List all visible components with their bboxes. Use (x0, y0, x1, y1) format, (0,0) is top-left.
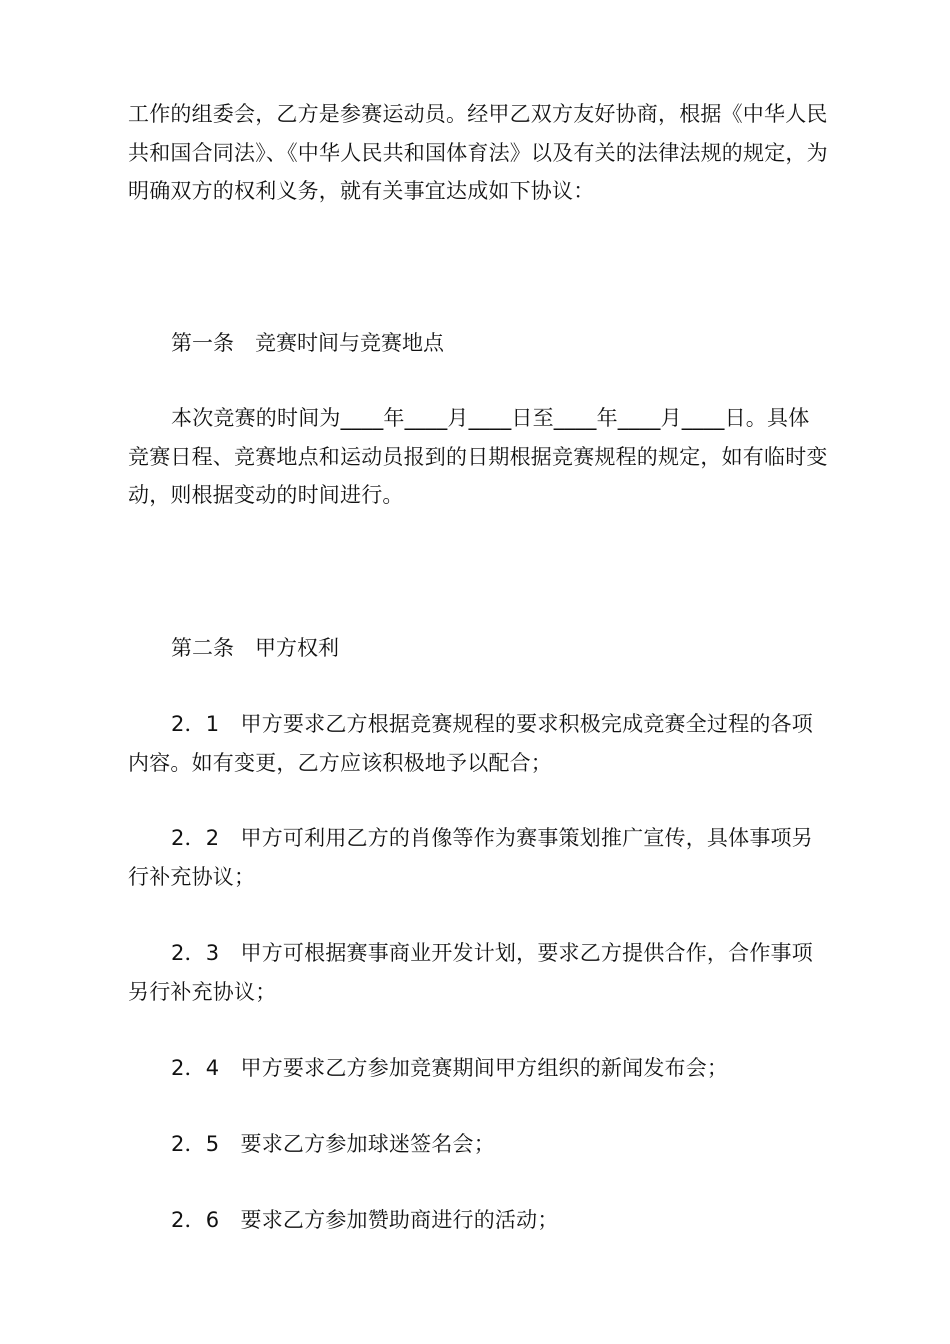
intro-paragraph: 工作的组委会，乙方是参赛运动员。经甲乙双方友好协商，根据《中华人民共和国合同法》、《中华人民共和国体育法》以及有关的法律法规的规定，为明确双方的权利义务，就有关事宜达成如下协议： (128, 102, 828, 203)
clause-2-3: 2．3 甲方可根据赛事商业开发计划，要求乙方提供合作，合作事项另行补充协议； (128, 941, 813, 1004)
clause-2-1: 2．1 甲方要求乙方根据竞赛规程的要求积极完成竞赛全过程的各项内容。如有变更，乙方应该积极地予以配合； (128, 712, 813, 775)
clause-2-5: 2．5 要求乙方参加球迷签名会； (171, 1132, 495, 1156)
article-1-heading: 第一条 竞赛时间与竞赛地点 (171, 331, 444, 355)
clause-2-4: 2．4 甲方要求乙方参加竞赛期间甲方组织的新闻发布会； (171, 1056, 729, 1080)
clause-2-6: 2．6 要求乙方参加赞助商进行的活动； (171, 1208, 559, 1232)
clause-2-2: 2．2 甲方可利用乙方的肖像等作为赛事策划推广宣传，具体事项另行补充协议； (128, 826, 813, 889)
article-2-heading: 第二条 甲方权利 (171, 636, 339, 660)
article-1-body: 本次竞赛的时间为____年____月____日至____年____月____日。具体竞赛日程、竞赛地点和运动员报到的日期根据竞赛规程的规定，如有临时变动，则根据变动的时间进行。 (128, 406, 828, 507)
